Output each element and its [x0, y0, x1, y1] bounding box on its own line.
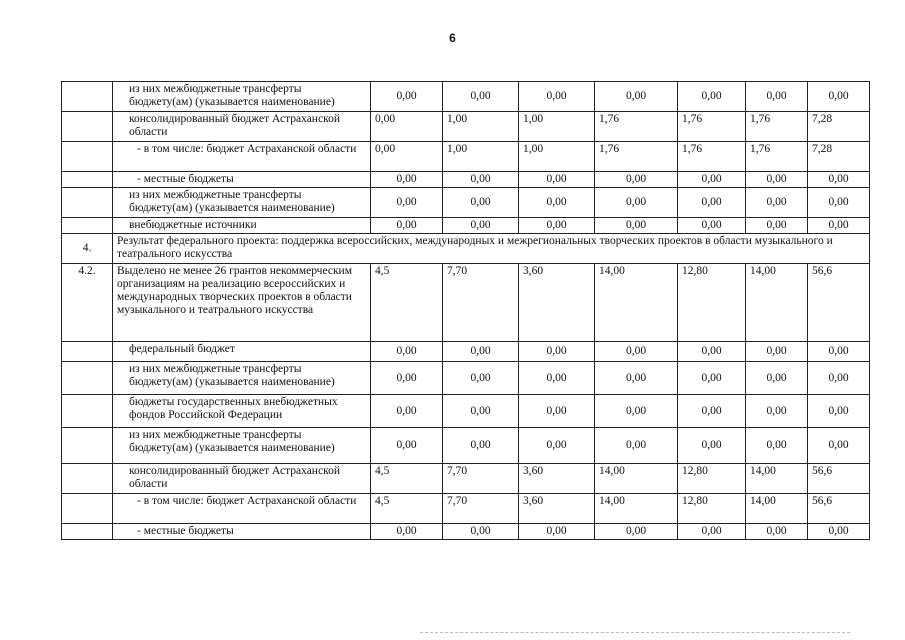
row-number: [62, 342, 113, 362]
row-number: [62, 172, 113, 188]
value-cell: 1,76: [595, 142, 678, 172]
row-description: - местные бюджеты: [113, 524, 371, 540]
value-cell: 0,00: [371, 428, 443, 464]
value-cell: 14,00: [746, 264, 808, 342]
value-cell: 0,00: [595, 428, 678, 464]
value-cell: 14,00: [746, 494, 808, 524]
row-description: - в том числе: бюджет Астраханской области: [113, 494, 371, 524]
table-row: [62, 112, 870, 142]
value-cell: 0,00: [808, 172, 870, 188]
row-number: [62, 524, 113, 540]
row-number: [62, 188, 113, 218]
value-cell: 12,80: [678, 494, 746, 524]
value-cell: 0,00: [443, 362, 519, 395]
value-cell: 0,00: [746, 82, 808, 112]
value-cell: 12,80: [678, 464, 746, 494]
row-description: - в том числе: бюджет Астраханской области: [113, 142, 371, 172]
row-number: [62, 362, 113, 395]
value-cell: 0,00: [678, 524, 746, 540]
value-cell: 0,00: [808, 362, 870, 395]
value-cell: 0,00: [443, 395, 519, 428]
value-cell: 0,00: [371, 362, 443, 395]
value-cell: 0,00: [519, 362, 595, 395]
table-body: [62, 82, 870, 540]
value-cell: 0,00: [808, 188, 870, 218]
value-cell: 0,00: [678, 362, 746, 395]
row-description: консолидированный бюджет Астраханской области: [113, 464, 371, 494]
section-title: Результат федерального проекта: поддержка всероссийских, международных и межрегиональных творческих проектов в области музыкального и театрального искусства: [113, 234, 870, 264]
value-cell: 4,5: [371, 464, 443, 494]
value-cell: 0,00: [595, 524, 678, 540]
value-cell: 3,60: [519, 494, 595, 524]
value-cell: 0,00: [443, 342, 519, 362]
value-cell: 14,00: [746, 464, 808, 494]
value-cell: 0,00: [746, 342, 808, 362]
value-cell: 0,00: [678, 82, 746, 112]
table-row: [62, 362, 870, 395]
value-cell: 0,00: [595, 362, 678, 395]
value-cell: 7,70: [443, 464, 519, 494]
table-row: [62, 234, 870, 264]
row-description: консолидированный бюджет Астраханской области: [113, 112, 371, 142]
value-cell: 1,00: [443, 142, 519, 172]
value-cell: 0,00: [371, 172, 443, 188]
value-cell: 0,00: [371, 218, 443, 234]
value-cell: 0,00: [443, 428, 519, 464]
value-cell: 0,00: [443, 172, 519, 188]
value-cell: 4,5: [371, 494, 443, 524]
row-description: из них межбюджетные трансферты бюджету(ам) (указывается наименование): [113, 82, 371, 112]
value-cell: 0,00: [595, 395, 678, 428]
value-cell: 0,00: [595, 172, 678, 188]
value-cell: 1,76: [678, 112, 746, 142]
table-row: [62, 142, 870, 172]
row-number: 4.2.: [62, 264, 113, 342]
value-cell: 0,00: [808, 524, 870, 540]
value-cell: 1,76: [595, 112, 678, 142]
row-description: из них межбюджетные трансферты бюджету(ам) (указывается наименование): [113, 362, 371, 395]
value-cell: 1,00: [443, 112, 519, 142]
table-row: [62, 264, 870, 342]
value-cell: 0,00: [519, 395, 595, 428]
table-row: [62, 524, 870, 540]
value-cell: 0,00: [519, 218, 595, 234]
value-cell: 0,00: [595, 218, 678, 234]
value-cell: 0,00: [595, 188, 678, 218]
value-cell: 0,00: [595, 82, 678, 112]
row-description: Выделено не менее 26 грантов некоммерческим организациям на реализацию всероссийских и международных творческих проектов в области музыкального и театрального искусства: [113, 264, 371, 342]
row-description: из них межбюджетные трансферты бюджету(ам) (указывается наименование): [113, 428, 371, 464]
value-cell: 0,00: [519, 172, 595, 188]
row-number: 4.: [62, 234, 113, 264]
row-description: бюджеты государственных внебюджетных фондов Российской Федерации: [113, 395, 371, 428]
value-cell: 0,00: [371, 524, 443, 540]
value-cell: 0,00: [678, 172, 746, 188]
value-cell: 0,00: [371, 142, 443, 172]
value-cell: 0,00: [443, 82, 519, 112]
value-cell: 1,76: [678, 142, 746, 172]
value-cell: 7,70: [443, 264, 519, 342]
value-cell: 0,00: [519, 188, 595, 218]
value-cell: 4,5: [371, 264, 443, 342]
row-number: [62, 464, 113, 494]
value-cell: 14,00: [595, 264, 678, 342]
value-cell: 0,00: [519, 524, 595, 540]
scan-noise: [420, 632, 850, 636]
value-cell: 7,28: [808, 112, 870, 142]
value-cell: 0,00: [519, 428, 595, 464]
value-cell: 0,00: [371, 188, 443, 218]
value-cell: 1,76: [746, 142, 808, 172]
value-cell: 7,28: [808, 142, 870, 172]
value-cell: 56,6: [808, 494, 870, 524]
value-cell: 0,00: [746, 188, 808, 218]
value-cell: 0,00: [746, 428, 808, 464]
value-cell: 1,76: [746, 112, 808, 142]
value-cell: 0,00: [443, 218, 519, 234]
row-description: федеральный бюджет: [113, 342, 371, 362]
budget-table: [61, 81, 870, 540]
row-description: - местные бюджеты: [113, 172, 371, 188]
value-cell: 0,00: [443, 524, 519, 540]
value-cell: 0,00: [371, 112, 443, 142]
value-cell: 0,00: [678, 218, 746, 234]
value-cell: 0,00: [808, 342, 870, 362]
row-number: [62, 82, 113, 112]
value-cell: 0,00: [371, 342, 443, 362]
row-description: из них межбюджетные трансферты бюджету(ам) (указывается наименование): [113, 188, 371, 218]
value-cell: 0,00: [808, 82, 870, 112]
table-row: [62, 82, 870, 112]
value-cell: 0,00: [519, 342, 595, 362]
value-cell: 0,00: [371, 395, 443, 428]
value-cell: 0,00: [678, 188, 746, 218]
value-cell: 14,00: [595, 494, 678, 524]
value-cell: 0,00: [371, 82, 443, 112]
value-cell: 0,00: [746, 172, 808, 188]
table-row: [62, 188, 870, 218]
value-cell: 0,00: [678, 395, 746, 428]
value-cell: 0,00: [808, 218, 870, 234]
value-cell: 1,00: [519, 112, 595, 142]
row-number: [62, 218, 113, 234]
value-cell: 0,00: [678, 342, 746, 362]
value-cell: 1,00: [519, 142, 595, 172]
value-cell: 14,00: [595, 464, 678, 494]
row-number: [62, 142, 113, 172]
row-number: [62, 494, 113, 524]
value-cell: 0,00: [808, 395, 870, 428]
row-description: внебюджетные источники: [113, 218, 371, 234]
value-cell: 0,00: [595, 342, 678, 362]
row-number: [62, 428, 113, 464]
value-cell: 0,00: [808, 428, 870, 464]
value-cell: 0,00: [746, 218, 808, 234]
page-number: 6: [449, 31, 456, 45]
value-cell: 3,60: [519, 464, 595, 494]
value-cell: 56,6: [808, 264, 870, 342]
table-row: [62, 494, 870, 524]
value-cell: 7,70: [443, 494, 519, 524]
value-cell: 56,6: [808, 464, 870, 494]
value-cell: 0,00: [746, 362, 808, 395]
value-cell: 0,00: [746, 395, 808, 428]
value-cell: 12,80: [678, 264, 746, 342]
table-row: [62, 428, 870, 464]
row-number: [62, 112, 113, 142]
table-row: [62, 172, 870, 188]
row-number: [62, 395, 113, 428]
table-row: [62, 342, 870, 362]
table-row: [62, 464, 870, 494]
value-cell: 3,60: [519, 264, 595, 342]
table-row: [62, 218, 870, 234]
value-cell: 0,00: [443, 188, 519, 218]
table-row: [62, 395, 870, 428]
value-cell: 0,00: [519, 82, 595, 112]
value-cell: 0,00: [678, 428, 746, 464]
value-cell: 0,00: [746, 524, 808, 540]
